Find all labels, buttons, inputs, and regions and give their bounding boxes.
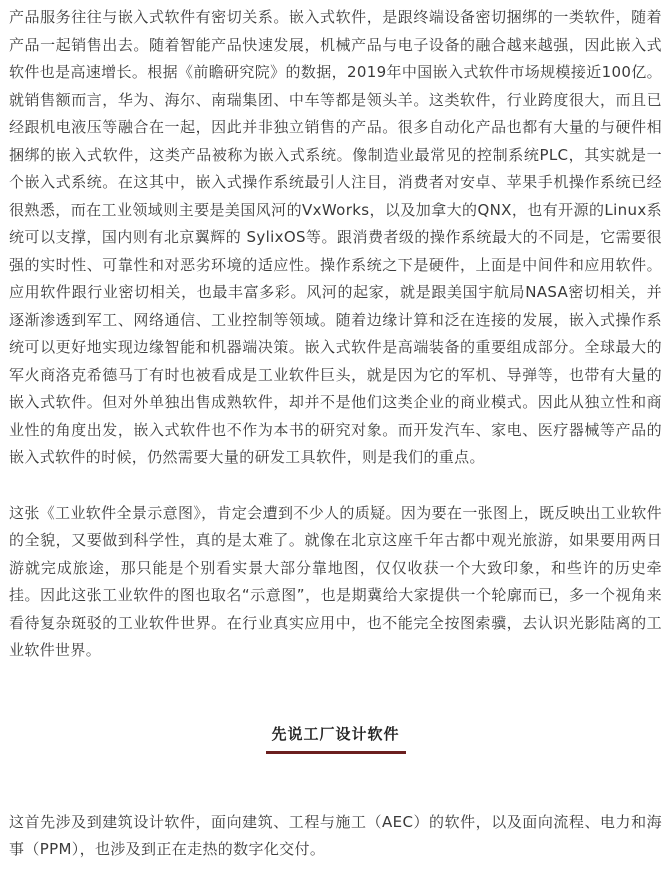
paragraph-embedded-software: 产品服务往往与嵌入式软件有密切关系。嵌入式软件，是跟终端设备密切捆绑的一类软件，随着产品一起销售出去。随着智能产品快速发展，机械产品与电子设备的融合越来越强，因此嵌入式软件也是高速增长。根据《前瞻研究院》的数据，2019年中国嵌入式软件市场规模接近100亿。就销售额而言，华为、海尔、南瑞集团、中车等都是领头羊。这类软件，行业跨度很大，而且已经跟机电液压等融合在一起，因此并非独立销售的产品。很多自动化产品也都有大量的与硬件相捆绑的嵌入式软件，这类产品被称为嵌入式系统。像制造业最常见的控制系统PLC，其实就是一个嵌入式系统。在这其中，嵌入式操作系统最引人注目，消费者对安卓、苹果手机操作系统已经很熟悉，而在工业领域则主要是美国风河的VxWorks，以及加拿大的QNX，也有开源的Linux系统可以支撑，国内则有北京翼辉的 SylixOS等。跟消费者级的操作系统最大的不同是，它需要很强的实时性、可靠性和对恶劣环境的适应性。操作系统之下是硬件，上面是中间件和应用软件。应用软件跟行业密切相关，也最丰富多彩。风河的起家，就是跟美国宇航局NASA密切相关，并逐渐渗透到军工、网络通信、工业控制等领域。随着边缘计算和泛在连接的发展，嵌入式操作系统可以更好地实现边缘智能和机器端决策。嵌入式软件是高端装备的重要组成部分。全球最大的军火商洛克希德马丁有时也被看成是工业软件巨头，就是因为它的军机、导弹等，也带有大量的嵌入式软件。但对外单独出售成熟软件，却并不是他们这类企业的商业模式。因此从独立性和商业性的角度出发，嵌入式软件也不作为本书的研究对象。而开发汽车、家电、医疗器械等产品的嵌入式软件的时候，仍然需要大量的研发工具软件，则是我们的重点。 — [9, 8, 662, 466]
paragraph-factory-design-software: 这首先涉及到建筑设计软件，面向建筑、工程与施工（AEC）的软件，以及面向流程、电力和海事（PPM），也涉及到正在走热的数字化交付。 — [9, 812, 662, 858]
section-title-underline — [266, 751, 406, 754]
section-title: 先说工厂设计软件 — [271, 724, 400, 743]
section-heading — [9, 723, 662, 763]
paragraph-panorama-diagram: 这张《工业软件全景示意图》，肯定会遭到不少人的质疑。因为要在一张图上，既反映出工业软件的全貌，又要做到科学性，真的是太难了。就像在北京这座千年古都中观光旅游，如果要用两日游就完成旅途，那只能是个别看实景大部分靠地图，仅仅收获一个大致印象，和些许的历史牵挂。因此这张工业软件的图也取名“示意图”，也是期冀给大家提供一个轮廓而已，多一个视角来看待复杂斑驳的工业软件世界。在行业真实应用中，也不能完全按图索骥，去认识光影陆离的工业软件世界。 — [9, 503, 662, 659]
